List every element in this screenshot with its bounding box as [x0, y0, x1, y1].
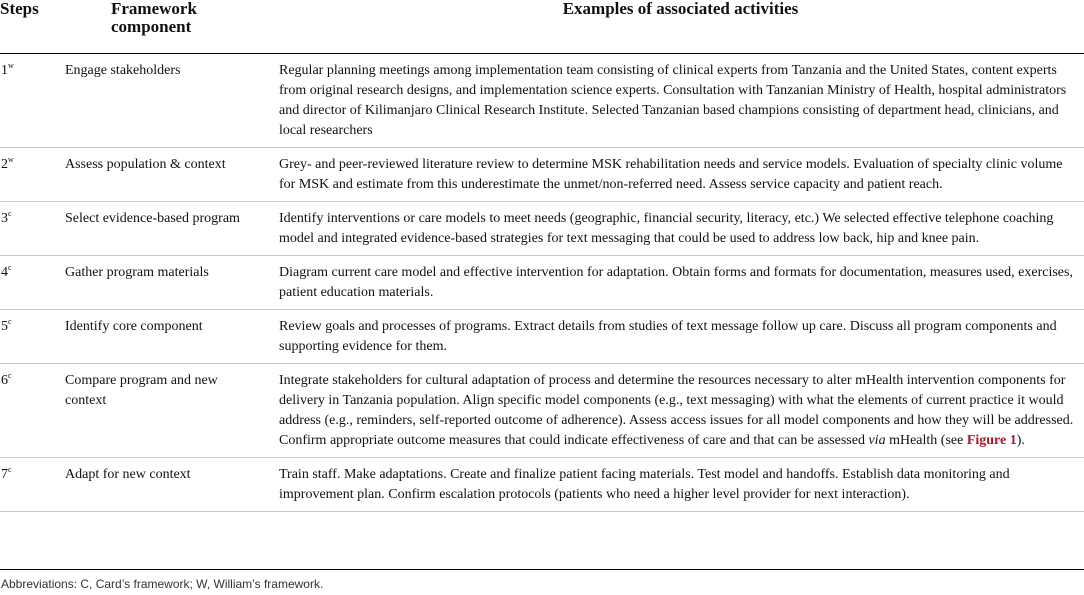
component-cell: Select evidence-based program [63, 201, 277, 255]
component-cell: Engage stakeholders [63, 53, 277, 147]
activities-cell: Review goals and processes of programs. Extract details from studies of text message follow up care. Discuss all program components and supporting evidence for them. [277, 309, 1084, 363]
header-steps: Steps [0, 0, 63, 53]
table-header [0, 0, 1084, 53]
via-italic: via [868, 432, 886, 448]
component-cell: Assess population & context [63, 147, 277, 201]
table-row [0, 255, 1084, 309]
table-row [0, 201, 1084, 255]
header-row [0, 0, 1084, 53]
activities-cell: Grey- and peer-reviewed literature review to determine MSK rehabilitation needs and service models. Evaluation of specialty clinic volume for MSK and estimate from this underestimate the unmet/non-referred need. Assess service capacity and patient reach. [277, 147, 1084, 201]
step-cell: 5$^c$ [0, 309, 63, 363]
activities-cell: Regular planning meetings among implementation team consisting of clinical experts from Tanzania and the United States, content experts from original research designs, and implementation science experts. Consultation with Tanzanian Ministry of Health, hospital administrators and director of Kilimanjaro Clinical Research Institute. Selected Tanzanian based champions consisting of department head, clinicians, and local researchers [277, 53, 1084, 147]
step-cell: 3$^c$ [0, 201, 63, 255]
component-cell: Gather program materials [63, 255, 277, 309]
component-cell: Compare program and new context [63, 363, 277, 457]
activities-cell: Integrate stakeholders for cultural adaptation of process and determine the resources necessary to alter mHealth intervention components for delivery in Tanzania population. Align specific model components (e.g., text messaging) with what the elements of current practice it would address (e.g., reminders, self-reported outcome of adherence). Assess access issues for all model components and how they will be addressed. Confirm appropriate outcome measures that could indicate effectiveness of care and that can be assessed via mHealth (see Figure 1). [277, 363, 1084, 457]
table-row [0, 363, 1084, 457]
activities-cell: Identify interventions or care models to meet needs (geographic, financial security, literacy, etc.) We selected effective telephone coaching model and integrated evidence-based strategies for text messaging that could be used to address low back, hip and knee pain. [277, 201, 1084, 255]
table-body [0, 53, 1084, 511]
step-cell: 2$^w$ [0, 147, 63, 201]
abbreviations-footnote: Abbreviations: C, Card’s framework; W, William’s framework. [1, 577, 324, 591]
figure-1-link[interactable]: Figure 1 [966, 432, 1017, 448]
component-cell: Identify core component [63, 309, 277, 363]
activities-cell: Diagram current care model and effective intervention for adaptation. Obtain forms and formats for documentation, measures used, exercises, patient education materials. [277, 255, 1084, 309]
table-row [0, 457, 1084, 511]
step-cell: 7$^c$ [0, 457, 63, 511]
table-bottom-rule [0, 569, 1084, 570]
step-cell: 6$^c$ [0, 363, 63, 457]
step-cell: 1$^w$ [0, 53, 63, 147]
header-framework-component: Framework component [63, 0, 277, 53]
table-row [0, 309, 1084, 363]
table-row [0, 53, 1084, 147]
component-cell: Adapt for new context [63, 457, 277, 511]
table-row [0, 147, 1084, 201]
step-cell: 4$^c$ [0, 255, 63, 309]
activities-cell: Train staff. Make adaptations. Create and finalize patient facing materials. Test model and handoffs. Establish data monitoring and improvement plan. Confirm escalation protocols (patients who need a higher level provider for next interaction). [277, 457, 1084, 511]
header-examples: Examples of associated activities [277, 0, 1084, 53]
